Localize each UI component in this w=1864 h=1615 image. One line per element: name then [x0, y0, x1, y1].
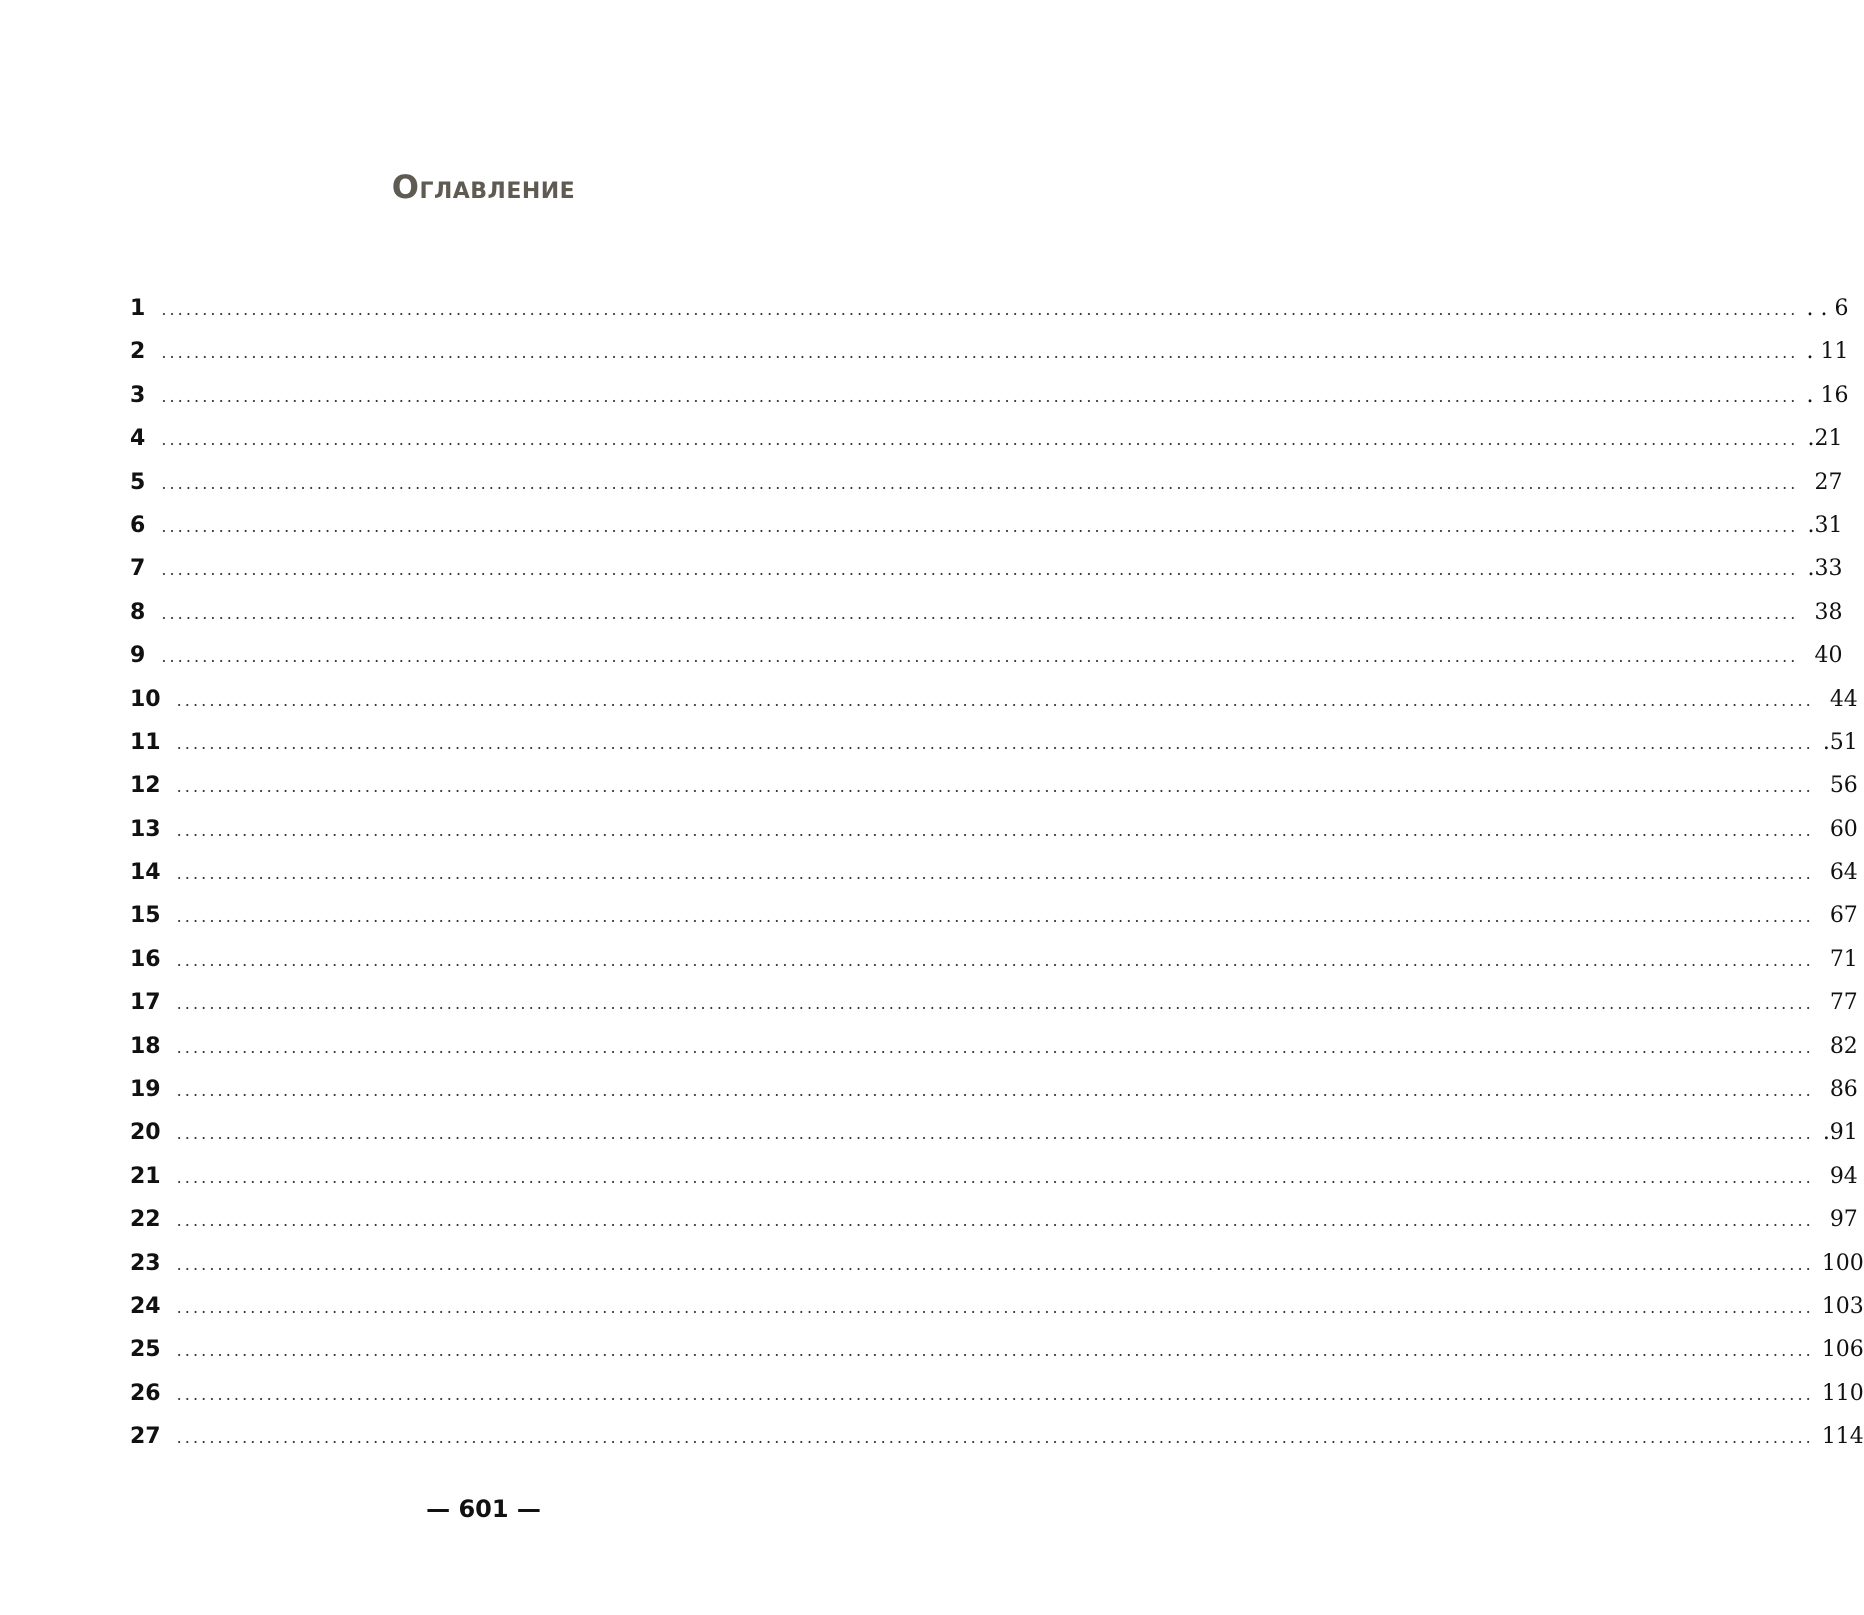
toc-dot-leader: ........................................................................................................................................................................................................: [161, 386, 1799, 406]
toc-page-number: 103: [1821, 1293, 1864, 1319]
toc-entry[interactable]: [130, 860, 1858, 903]
toc-page-number: . 11: [1806, 339, 1849, 365]
toc-dot-leader: ........................................................................................................................................................................................................: [176, 1254, 1814, 1274]
toc-entry[interactable]: [130, 990, 1858, 1033]
toc-dot-leader: ........................................................................................................................................................................................................: [176, 1167, 1814, 1187]
toc-chapter-number: 19: [130, 1077, 161, 1103]
toc-page-number: 67: [1829, 903, 1858, 929]
toc-page-number: .51: [1822, 729, 1858, 755]
toc-page-number: 77: [1829, 990, 1858, 1016]
toc-chapter-number: 21: [130, 1163, 161, 1189]
page-number: — 601 —: [426, 1495, 541, 1523]
toc-chapter-number: 9: [130, 643, 146, 669]
toc-entry[interactable]: [130, 643, 1843, 686]
toc-page-number: 110: [1821, 1380, 1864, 1406]
toc-dot-leader: ........................................................................................................................................................................................................: [176, 1297, 1814, 1317]
toc-page-number: 44: [1829, 686, 1858, 712]
toc-dot-leader: ........................................................................................................................................................................................................: [161, 473, 1799, 493]
toc-entry[interactable]: [130, 1250, 1864, 1294]
toc-entry[interactable]: [130, 339, 1849, 382]
toc-chapter-number: 5: [130, 469, 146, 495]
toc-dot-leader: ........................................................................................................................................................................................................: [176, 950, 1814, 970]
toc-dot-leader: ........................................................................................................................................................................................................: [176, 1384, 1814, 1404]
toc-chapter-number: 11: [130, 729, 161, 755]
toc-entry[interactable]: [130, 773, 1858, 816]
toc-chapter-number: 25: [130, 1337, 161, 1363]
toc-page-number: 94: [1829, 1163, 1858, 1189]
toc-page-number: 97: [1829, 1207, 1858, 1233]
toc-dot-leader: ........................................................................................................................................................................................................: [176, 1081, 1814, 1101]
toc-page-number: 86: [1829, 1077, 1858, 1103]
toc-page-number: .31: [1807, 512, 1843, 538]
toc-entry[interactable]: [130, 512, 1843, 556]
toc-entry[interactable]: [130, 426, 1843, 469]
toc-page-number: 56: [1829, 773, 1858, 799]
toc-dot-leader: ........................................................................................................................................................................................................: [176, 864, 1814, 884]
toc-entry[interactable]: [130, 686, 1858, 730]
toc-chapter-number: 8: [130, 599, 146, 625]
toc-entry[interactable]: [130, 1293, 1864, 1337]
toc-dot-leader: ........................................................................................................................................................................................................: [176, 1428, 1814, 1448]
toc-entry[interactable]: [130, 816, 1858, 860]
toc-chapter-number: 18: [130, 1033, 161, 1059]
toc-dot-leader: ........................................................................................................................................................................................................: [161, 343, 1799, 363]
toc-page-number: . . 6: [1806, 296, 1849, 321]
toc-entry[interactable]: [130, 469, 1843, 513]
toc-chapter-number: 24: [130, 1293, 161, 1319]
toc-dot-leader: ........................................................................................................................................................................................................: [176, 1037, 1814, 1057]
toc-dot-leader: ........................................................................................................................................................................................................: [161, 647, 1799, 667]
toc-chapter-number: 6: [130, 512, 146, 538]
toc-entry[interactable]: [130, 1424, 1864, 1467]
toc-page-number: 82: [1829, 1033, 1858, 1059]
toc-chapter-number: 12: [130, 773, 161, 799]
toc-dot-leader: ........................................................................................................................................................................................................: [176, 1341, 1814, 1361]
toc-dot-leader: ........................................................................................................................................................................................................: [176, 907, 1814, 927]
toc-entry[interactable]: [130, 1207, 1858, 1250]
toc-chapter-number: 10: [130, 686, 161, 712]
toc-page-number: .21: [1807, 426, 1843, 452]
toc-entry[interactable]: [130, 1337, 1864, 1380]
toc-page-number: 100: [1821, 1250, 1864, 1276]
toc-dot-leader: ........................................................................................................................................................................................................: [161, 560, 1799, 580]
toc-entry[interactable]: [130, 1120, 1858, 1163]
toc-entry[interactable]: [130, 1033, 1858, 1077]
toc-entry[interactable]: [130, 382, 1849, 426]
toc-dot-leader: ........................................................................................................................................................................................................: [176, 777, 1814, 797]
toc-chapter-number: 27: [130, 1424, 161, 1450]
toc-dot-leader: ........................................................................................................................................................................................................: [176, 733, 1814, 753]
toc-page-number: 40: [1814, 643, 1843, 669]
toc-entry[interactable]: [130, 903, 1858, 946]
toc-entry[interactable]: [130, 729, 1858, 773]
toc-chapter-number: 16: [130, 946, 161, 972]
toc-page-number: .33: [1807, 556, 1843, 582]
toc-page-number: .91: [1822, 1120, 1858, 1146]
toc-page-number: 27: [1814, 469, 1843, 495]
toc-dot-leader: ........................................................................................................................................................................................................: [161, 603, 1799, 623]
toc-chapter-number: 17: [130, 990, 161, 1016]
toc-entry[interactable]: [130, 946, 1858, 990]
toc-chapter-number: 20: [130, 1120, 161, 1146]
toc-dot-leader: ........................................................................................................................................................................................................: [176, 994, 1814, 1014]
toc-dot-leader: ........................................................................................................................................................................................................: [161, 300, 1799, 319]
toc-entry[interactable]: [130, 1380, 1864, 1424]
toc-dot-leader: ........................................................................................................................................................................................................: [176, 1124, 1814, 1144]
toc-chapter-number: 4: [130, 426, 146, 452]
toc-dot-leader: ........................................................................................................................................................................................................: [176, 820, 1814, 840]
toc-chapter-number: 14: [130, 860, 161, 886]
toc-chapter-number: 13: [130, 816, 161, 842]
toc-dot-leader: ........................................................................................................................................................................................................: [161, 516, 1799, 536]
toc-entry[interactable]: [130, 296, 1849, 339]
toc-page-number: 38: [1814, 599, 1843, 625]
toc-chapter-number: 22: [130, 1207, 161, 1233]
toc-dot-leader: ........................................................................................................................................................................................................: [161, 430, 1799, 450]
toc-page-number: 106: [1821, 1337, 1864, 1363]
toc-chapter-number: 26: [130, 1380, 161, 1406]
table-of-contents: [130, 296, 1864, 1468]
toc-entry[interactable]: [130, 599, 1843, 643]
toc-dot-leader: ........................................................................................................................................................................................................: [176, 690, 1814, 710]
toc-page-number: 114: [1821, 1424, 1864, 1450]
toc-entry[interactable]: [130, 1163, 1858, 1207]
toc-chapter-number: 15: [130, 903, 161, 929]
toc-chapter-number: 2: [130, 339, 146, 365]
toc-chapter-number: 7: [130, 556, 146, 582]
toc-entry[interactable]: [130, 1077, 1858, 1120]
toc-entry[interactable]: [130, 556, 1843, 599]
toc-dot-leader: ........................................................................................................................................................................................................: [176, 1211, 1814, 1231]
toc-page-number: 60: [1829, 816, 1858, 842]
toc-chapter-number: 23: [130, 1250, 161, 1276]
toc-page-number: 71: [1829, 946, 1858, 972]
toc-page-number: 64: [1829, 860, 1858, 886]
toc-chapter-number: 3: [130, 382, 146, 408]
toc-chapter-number: 1: [130, 296, 146, 321]
toc-page-number: . 16: [1806, 382, 1849, 408]
page-title: Оглавление: [391, 168, 576, 206]
